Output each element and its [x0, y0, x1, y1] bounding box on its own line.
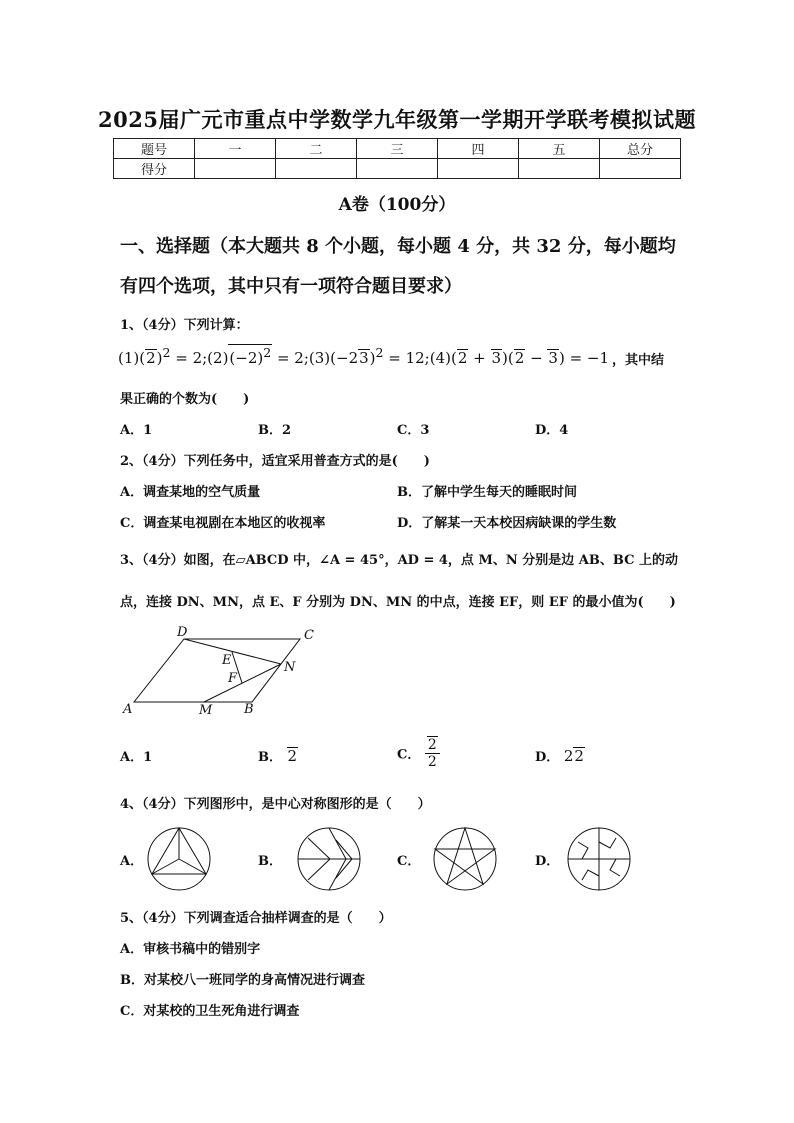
q3-stem-line2: 点，连接 DN、MN，点 E、F 分别为 DN、MN 的中点，连接 EF，则 EF 的最小值为( ) [120, 595, 676, 610]
score-table-score-row [114, 159, 681, 179]
score-input-cell [519, 159, 600, 179]
fig-label-c: C [304, 628, 314, 643]
score-cell: 三 [357, 139, 438, 159]
fig-label-m: M [199, 703, 213, 718]
q3-option-d: D． 22 [535, 747, 584, 765]
fig-label-a: A [123, 702, 133, 717]
q1-option-d: D．4 [535, 423, 569, 438]
score-cell: 题号 [114, 139, 195, 159]
score-input-cell [438, 159, 519, 179]
fig-label-e: E [222, 653, 232, 668]
score-table [113, 138, 681, 179]
q2-option-b: B．了解中学生每天的睡眠时间 [397, 485, 577, 500]
q5-option-a: A．审核书稿中的错别字 [120, 942, 261, 957]
circle-triangle-figure [146, 826, 212, 892]
parallelogram-figure [118, 624, 328, 719]
q1-option-b: B．2 [258, 423, 292, 438]
score-cell: 得分 [114, 159, 195, 179]
section-a-heading: A卷（100分） [338, 195, 456, 215]
fig-label-n: N [284, 660, 296, 675]
exam-title: 2025届广元市重点中学数学九年级第一学期开学联考模拟试题 [98, 107, 696, 132]
q2-option-d: D．了解某一天本校因病缺课的学生数 [397, 516, 617, 531]
q5-option-b: B．对某校八一班同学的身高情况进行调查 [120, 973, 365, 988]
score-input-cell [195, 159, 276, 179]
q2-stem: 2、（4分）下列任务中，适宜采用普查方式的是( ) [120, 454, 430, 469]
part1-heading-line2: 有四个选项，其中只有一项符合题目要求） [120, 276, 462, 297]
q3-option-c: C． $\frac{2}{2}$ [397, 736, 440, 770]
q5-option-c: C．对某校的卫生死角进行调查 [120, 1004, 300, 1019]
score-cell: 五 [519, 139, 600, 159]
score-cell: 二 [276, 139, 357, 159]
score-input-cell [600, 159, 681, 179]
fig-label-d: D [177, 625, 188, 640]
circle-star-figure [432, 826, 498, 892]
score-input-cell [357, 159, 438, 179]
q5-stem: 5、（4分）下列调查适合抽样调查的是（ ） [120, 911, 392, 926]
score-cell: 一 [195, 139, 276, 159]
circle-pinwheel-figure [566, 826, 632, 892]
score-table-header-row [114, 139, 681, 159]
score-input-cell [276, 159, 357, 179]
fig-label-b: B [244, 702, 254, 717]
q1-option-a: A．1 [120, 423, 153, 438]
q4-stem: 4、（4分）下列图形中，是中心对称图形的是（ ） [120, 797, 431, 812]
score-cell: 四 [438, 139, 519, 159]
q4-option-a: A． [120, 854, 144, 869]
fig-label-f: F [228, 671, 238, 686]
q1-option-c: C．3 [397, 423, 430, 438]
q3-option-a: A．1 [120, 750, 153, 765]
q3-stem: 3、（4分）如图，在▱ABCD 中，∠A = 45°，AD = 4，点 M、N 分别是边 AB、BC 上的动 [120, 553, 678, 568]
q1-expression: $(1)(2)^2$ = $2;(2)(-2)^2$ = $2;(3)(-23)^2$ = 12;(4)(2 + 3)(2 − 3) = −1 [118, 345, 610, 367]
q4-option-c: C． [397, 854, 421, 869]
part1-heading-line1: 一、选择题（本大题共 8 个小题，每小题 4 分，共 32 分，每小题均 [120, 236, 676, 257]
q2-option-c: C．调查某电视剧在本地区的收视率 [120, 516, 326, 531]
q2-option-a: A．调查某地的空气质量 [120, 485, 261, 500]
q3-option-b: B． 2 [258, 747, 298, 765]
q4-option-d: D． [535, 854, 560, 869]
q1-stem-line2: 果正确的个数为( ) [120, 392, 250, 407]
q1-stem: 1、（4分）下列计算： [120, 318, 249, 333]
q4-option-b: B． [258, 854, 282, 869]
q1-stem-suffix: ，其中结 [612, 353, 665, 368]
circle-zigzag-figure [296, 826, 362, 892]
score-cell: 总分 [600, 139, 681, 159]
